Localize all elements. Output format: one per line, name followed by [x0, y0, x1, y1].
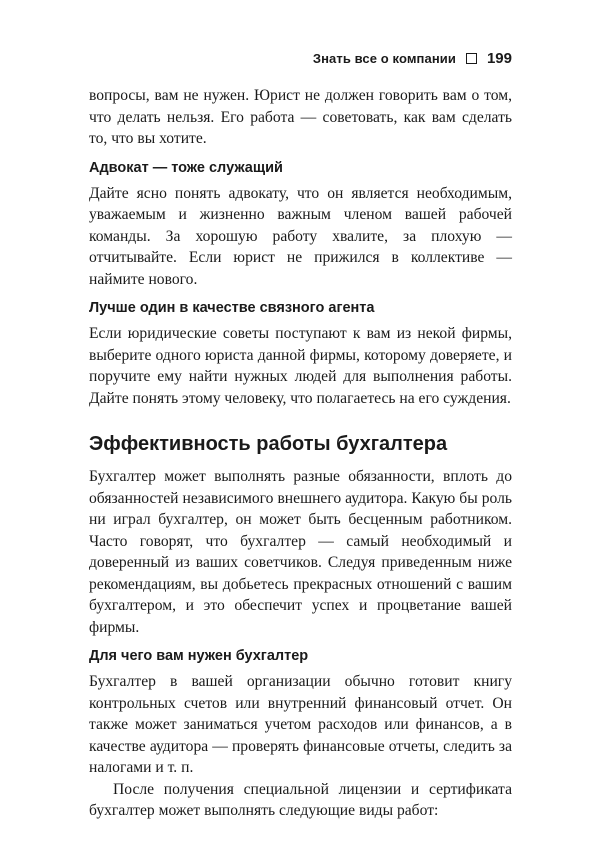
paragraph-accountant: Бухгалтер может выполнять разные обязанности, вплоть до обязанностей независимого внешнего аудитора. Какую бы роль ни играл бухгалтер, он может быть бесценным работником. Часто говорят, что бухгалтер — самый необходимый и доверенный из ваших советчиков. Следуя приведенным ниже рекомендациям, вы добьетесь прекрасных отношений с вашим бухгалтером, и это обеспечит успех и процветание вашей фирмы.: [89, 468, 512, 636]
page-content: [89, 85, 512, 822]
subheading-liaison: Лучше один в качестве связного агента: [89, 300, 375, 316]
paragraph-liaison: Если юридические советы поступают к вам из некой фирмы, выберите одного юриста данной фирмы, которому доверяете, и поручите ему найти нужных людей для выполнения работы. Дайте понять этому человеку, что полагаетесь на его суждения.: [89, 325, 512, 407]
paragraph-license: После получения специальной лицензии и сертификата бухгалтер может выполнять следующие виды работ:: [89, 780, 512, 819]
page-number: 199: [486, 50, 512, 67]
section-heading-accountant: Эффективность работы бухгалтера: [89, 433, 448, 455]
square-bullet-icon: [466, 53, 477, 64]
running-head: [313, 50, 512, 67]
paragraph-advocate: Дайте ясно понять адвокату, что он является необходимым, уважаемым и жизненно важным членом вашей рабочей команды. За хорошую работу хвалите, за плохую — отчитывайте. Если юрист не прижился в коллективе — наймите нового.: [89, 184, 512, 288]
paragraph-why-accountant: Бухгалтер в вашей организации обычно готовит книгу контрольных счетов или внутренний финансовый отчет. Он также может заниматься учетом расходов или финансов, а в качестве аудитора — проверять финансовые отчеты, следить за налогами и т. п.: [89, 673, 512, 776]
subheading-why-accountant: Для чего вам нужен бухгалтер: [89, 648, 309, 664]
running-title: Знать все о компании: [312, 51, 456, 66]
subheading-advocate: Адвокат — тоже служащий: [89, 159, 283, 176]
paragraph-continued: вопросы, вам не нужен. Юрист не должен говорить вам о том, что делать нельзя. Его работа — советовать, как вам сделать то, что вы хотите.: [89, 87, 512, 147]
